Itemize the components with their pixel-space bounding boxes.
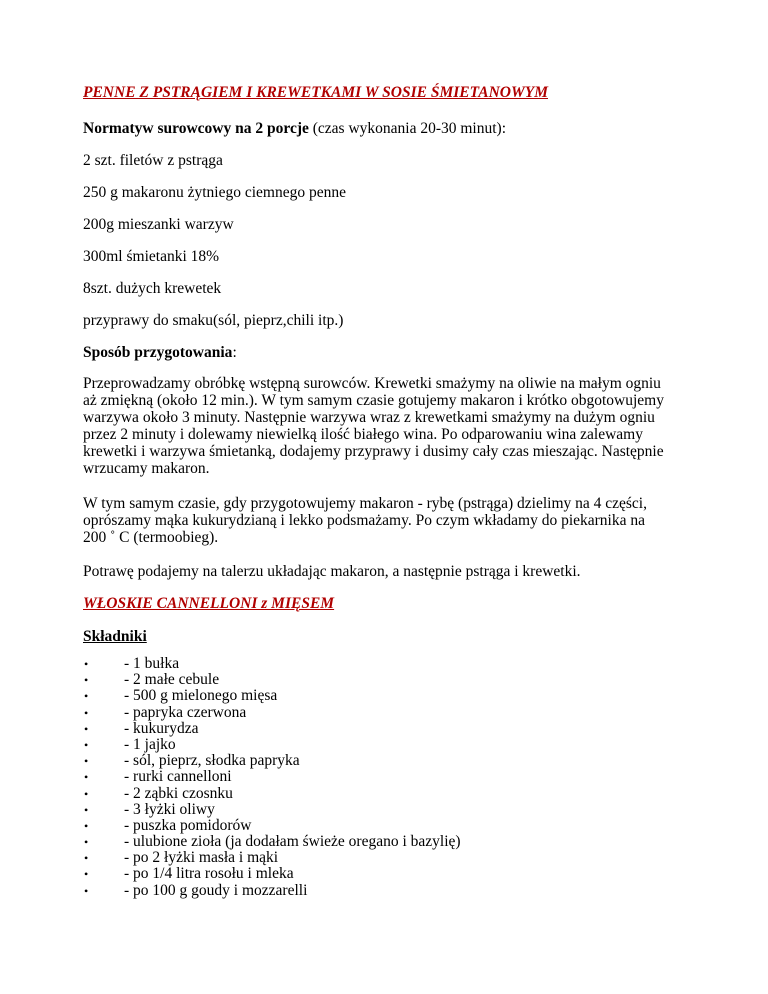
list-item bbox=[83, 883, 461, 899]
recipe1-paragraph-1 bbox=[83, 375, 683, 477]
paragraph-line: aż zmiękną (około 12 min.). W tym samym czasie gotujemy makaron i krótko obgotowujemy bbox=[83, 392, 664, 409]
paragraph-line: wrzucamy makaron. bbox=[83, 460, 210, 477]
list-item-text: - 1 jajko bbox=[124, 735, 176, 753]
recipe2-ingredient-list bbox=[83, 656, 461, 899]
bullet-icon: • bbox=[84, 721, 89, 736]
recipe1-ingredient: 200g mieszanki warzyw bbox=[83, 216, 234, 233]
bullet-icon: • bbox=[84, 754, 89, 769]
recipe1-method-colon: : bbox=[232, 344, 237, 361]
list-item bbox=[83, 672, 461, 688]
list-item bbox=[83, 818, 461, 834]
list-item-text: - 2 małe cebule bbox=[124, 671, 220, 689]
bullet-icon: • bbox=[84, 786, 89, 801]
list-item bbox=[83, 834, 461, 850]
recipe1-ingredient: 8szt. dużych krewetek bbox=[83, 280, 222, 297]
recipe1-ingredient: 2 szt. filetów z pstrąga bbox=[83, 152, 223, 169]
list-item bbox=[83, 721, 461, 737]
bullet-icon: • bbox=[84, 689, 89, 704]
paragraph-line: krewetki i warzywa śmietanką, dodajemy przyprawy i dusimy cały czas mieszając. Następnie bbox=[83, 443, 664, 460]
list-item-text: - rurki cannelloni bbox=[124, 768, 232, 786]
recipe1-ingredient: 300ml śmietanki 18% bbox=[83, 248, 220, 265]
bullet-icon: • bbox=[84, 867, 89, 882]
bullet-icon: • bbox=[84, 818, 89, 833]
bullet-icon: • bbox=[84, 851, 89, 866]
recipe2-title: WŁOSKIE CANNELLONI z MIĘSEM bbox=[83, 595, 335, 612]
paragraph-line: przez 2 minuty i dolewamy niewielką ilość białego wina. Po odparowaniu wina zalewamy bbox=[83, 426, 643, 443]
list-item-text: - kukurydza bbox=[124, 719, 199, 737]
list-item-text: - 500 g mielonego mięsa bbox=[124, 687, 278, 705]
paragraph-line: oprószamy mąka kukurydzianą i lekko podsmażamy. Po czym wkładamy do piekarnika na bbox=[83, 512, 645, 529]
list-item bbox=[83, 866, 461, 882]
paragraph-line: Przeprowadzamy obróbkę wstępną surowców. Krewetki smażymy na oliwie na małym ogniu bbox=[83, 375, 661, 392]
list-item-text: - ulubione zioła (ja dodałam świeże oregano i bazylię) bbox=[124, 833, 461, 851]
list-item bbox=[83, 753, 461, 769]
list-item-text: - 1 bułka bbox=[124, 655, 180, 672]
list-item-text: - po 1/4 litra rosołu i mleka bbox=[124, 865, 294, 883]
recipe1-title: PENNE Z PSTRĄGIEM I KREWETKAMI W SOSIE ŚMIETANOWYM bbox=[83, 84, 548, 101]
list-item-text: - 3 łyżki oliwy bbox=[124, 800, 215, 818]
recipe1-paragraph-3: Potrawę podajemy na talerzu układając makaron, a następnie pstrąga i krewetki. bbox=[83, 563, 581, 580]
recipe2-ingredients-heading: Składniki bbox=[83, 628, 147, 645]
recipe1-paragraph-2 bbox=[83, 495, 683, 546]
bullet-icon: • bbox=[84, 802, 89, 817]
recipe1-method-bold: Sposób przygotowania bbox=[83, 344, 233, 361]
recipe1-ingredient: 250 g makaronu żytniego ciemnego penne bbox=[83, 184, 346, 201]
bullet-icon: • bbox=[84, 673, 89, 688]
bullet-icon: • bbox=[84, 705, 89, 720]
list-item-text: - 2 ząbki czosnku bbox=[124, 784, 233, 802]
list-item bbox=[83, 688, 461, 704]
recipe1-norm-bold: Normatyw surowcowy na 2 porcje bbox=[83, 120, 309, 137]
bullet-icon: • bbox=[84, 883, 89, 898]
list-item bbox=[83, 802, 461, 818]
list-item-text: - puszka pomidorów bbox=[124, 816, 252, 834]
list-item-text: - papryka czerwona bbox=[124, 703, 247, 721]
list-item bbox=[83, 656, 461, 672]
recipe1-method-heading bbox=[83, 343, 237, 363]
list-item-text: - sól, pieprz, słodka papryka bbox=[124, 752, 300, 770]
bullet-icon: • bbox=[84, 770, 89, 785]
recipe1-ingredient: przyprawy do smaku(sól, pieprz,chili itp.) bbox=[83, 312, 344, 329]
list-item-text: - po 2 łyżki masła i mąki bbox=[124, 849, 279, 867]
list-item-text: - po 100 g goudy i mozzarelli bbox=[124, 881, 308, 899]
recipe1-norm-line bbox=[83, 119, 506, 139]
list-item bbox=[83, 705, 461, 721]
paragraph-line: W tym samym czasie, gdy przygotowujemy makaron - rybę (pstrąga) dzielimy na 4 części, bbox=[83, 495, 647, 512]
list-item bbox=[83, 737, 461, 753]
list-item bbox=[83, 850, 461, 866]
paragraph-line: 200 ˚ C (termoobieg). bbox=[83, 529, 219, 546]
list-item bbox=[83, 786, 461, 802]
paragraph-line: warzywa około 3 minuty. Następnie warzywa wraz z krewetkami smażymy na dużym ogniu bbox=[83, 409, 655, 426]
list-item bbox=[83, 769, 461, 785]
bullet-icon: • bbox=[84, 657, 89, 671]
bullet-icon: • bbox=[84, 737, 89, 752]
bullet-icon: • bbox=[84, 835, 89, 850]
recipe1-norm-rest: (czas wykonania 20-30 minut): bbox=[308, 120, 507, 137]
